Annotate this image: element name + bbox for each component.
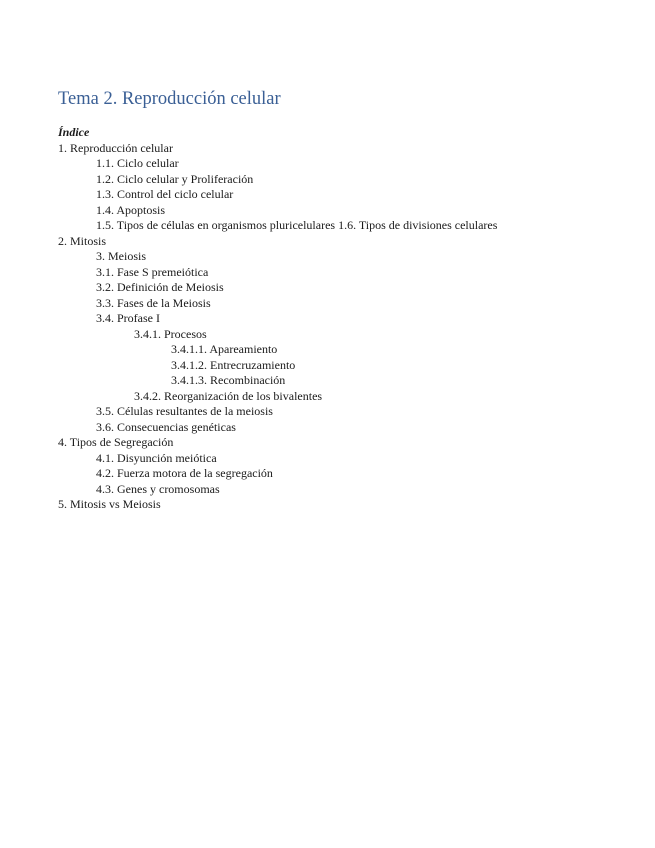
toc-item: 1.4. Apoptosis: [96, 202, 166, 217]
toc-item: 4.2. Fuerza motora de la segregación: [96, 466, 273, 480]
toc-item: 3.5. Células resultantes de la meiosis: [96, 404, 273, 418]
toc-item: 3.4.1.2. Entrecruzamiento: [171, 357, 296, 372]
toc-item: 3.3. Fases de la Meiosis: [96, 295, 211, 310]
toc-item: 4. Tipos de Segregación: [58, 435, 174, 449]
toc-item: 3.6. Consecuencias genéticas: [96, 419, 236, 434]
toc-item: 1.5. Tipos de células en organismos pluricelulares 1.6. Tipos de divisiones celulares: [96, 218, 498, 232]
toc-item: 3.2. Definición de Meiosis: [96, 280, 224, 294]
toc-item: 5. Mitosis vs Meiosis: [58, 497, 161, 511]
toc-item: 3.1. Fase S premeiótica: [96, 264, 209, 279]
toc-item: 1. Reproducción celular: [58, 140, 173, 155]
toc-item: 1.1. Ciclo celular: [96, 156, 179, 170]
toc-item: 2. Mitosis: [58, 233, 107, 248]
toc-item: 3.4.1.3. Recombinación: [171, 373, 286, 387]
index-heading: Índice: [58, 125, 90, 139]
toc-item: 3.4.2. Reorganización de los bivalentes: [134, 388, 323, 403]
toc-item: 4.3. Genes y cromosomas: [96, 481, 220, 496]
toc-item: 1.2. Ciclo celular y Proliferación: [96, 171, 254, 186]
toc-item: 3.4. Profase I: [96, 311, 160, 325]
toc-item: 3.4.1. Procesos: [134, 326, 207, 341]
toc-item: 3.4.1.1. Apareamiento: [171, 342, 278, 356]
toc-item: 3. Meiosis: [96, 249, 147, 263]
toc-item: 1.3. Control del ciclo celular: [96, 187, 234, 201]
document-title: Tema 2. Reproducción celular: [58, 89, 281, 109]
toc-item: 4.1. Disyunción meiótica: [96, 450, 217, 465]
table-of-contents: [58, 141, 497, 513]
